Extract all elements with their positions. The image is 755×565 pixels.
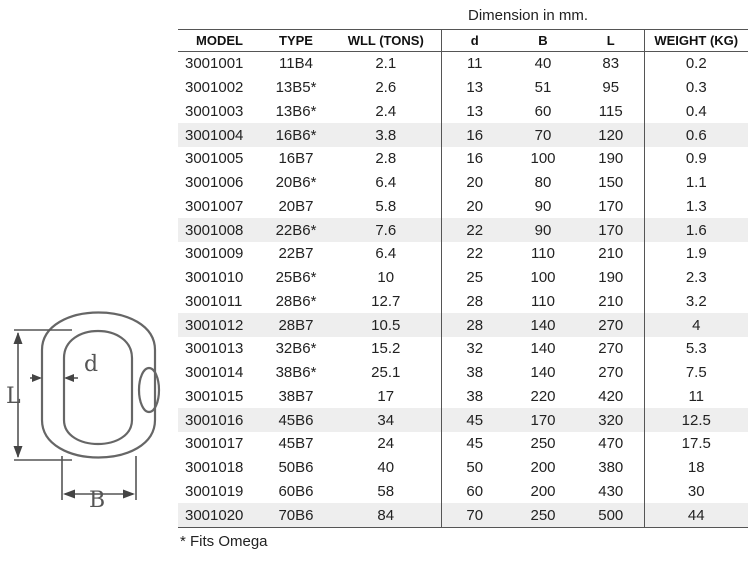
footnote: * Fits Omega: [180, 533, 268, 550]
cell-weight: 1.9: [685, 245, 707, 263]
cell-b: 40: [534, 55, 552, 73]
cell-type: 16B7: [278, 150, 314, 168]
cell-model: 3001006: [185, 174, 244, 192]
cell-wll: 7.6: [331, 218, 441, 242]
cell-weight: 0.3: [685, 79, 707, 97]
cell-l: 210: [578, 242, 644, 266]
table-row: [178, 52, 748, 76]
cell-weight: 18: [687, 459, 705, 477]
cell-weight: 12.5: [644, 408, 748, 432]
cell-model: 3001004: [178, 123, 261, 147]
cell-b: 140: [530, 364, 556, 382]
cell-l: 115: [578, 100, 644, 124]
cell-b: 100: [530, 269, 556, 287]
table-row: [178, 313, 748, 337]
cell-wll: 17: [331, 385, 441, 409]
cell-d: 20: [466, 174, 484, 192]
width-label: B: [89, 488, 106, 513]
table-row: [178, 456, 748, 480]
cell-wll: 3.8: [331, 123, 441, 147]
cell-d: 20: [466, 197, 484, 215]
cell-b: 110: [531, 292, 555, 310]
cell-model: 3001003: [185, 102, 244, 120]
cell-d: 38: [466, 387, 484, 405]
cell-d: 50: [466, 459, 484, 477]
cell-b: 60: [534, 102, 552, 120]
cell-d: 32: [466, 340, 484, 358]
cell-weight: 0.9: [685, 150, 707, 168]
cell-type: 50B6: [278, 459, 314, 477]
cell-type: 25B6*: [275, 269, 317, 287]
cell-weight: 0.4: [685, 102, 707, 120]
cell-model: 3001015: [185, 387, 244, 405]
diameter-arrow-right: [64, 374, 74, 382]
cell-d: 28: [441, 313, 508, 337]
table-body: [178, 52, 748, 528]
cell-wll: 2.6: [331, 76, 441, 100]
cell-l: 320: [578, 408, 644, 432]
cell-wll: 5.8: [331, 195, 441, 219]
cell-wll: 34: [331, 408, 441, 432]
cell-weight: 1.1: [685, 174, 707, 192]
table-header-row: [178, 30, 748, 52]
cell-wll: 2.4: [331, 100, 441, 124]
cell-wll: 25.1: [331, 361, 441, 385]
table-row: [178, 361, 748, 385]
diameter-label: d: [84, 352, 99, 377]
cell-wll: 15.2: [331, 337, 441, 361]
dimension-caption: Dimension in mm.: [468, 7, 589, 24]
cell-model: 3001013: [185, 340, 244, 358]
cell-d: 70: [441, 503, 508, 527]
cell-b: 100: [530, 150, 556, 168]
table-row: [178, 195, 748, 219]
cell-b: 200: [530, 482, 556, 500]
cell-weight: 44: [644, 503, 748, 527]
cell-d: 16: [441, 123, 508, 147]
cell-model: 3001011: [185, 292, 243, 310]
cell-wll: 10.5: [331, 313, 441, 337]
length-label: L: [6, 384, 21, 409]
cell-type: 28B7: [261, 313, 331, 337]
cell-l: 150: [578, 171, 644, 195]
cell-weight: 2.3: [685, 269, 707, 287]
link-inner-outline: [64, 331, 132, 444]
cell-b: 70: [508, 123, 578, 147]
table-row: [178, 480, 748, 504]
header-l: L: [578, 30, 644, 52]
cell-l: 430: [578, 480, 644, 504]
cell-d: 38: [466, 364, 484, 382]
cell-d: 28: [466, 292, 484, 310]
cell-type: 20B7: [278, 197, 314, 215]
width-arrow-right: [123, 490, 135, 499]
cell-type: 16B6*: [261, 123, 331, 147]
cell-b: 140: [530, 340, 556, 358]
specification-table: [178, 29, 748, 528]
table-row: [178, 385, 748, 409]
cell-wll: 6.4: [331, 171, 441, 195]
cell-model: 3001019: [185, 482, 244, 500]
header-type: TYPE: [261, 30, 331, 52]
cell-model: 3001018: [185, 459, 244, 477]
cell-model: 3001001: [185, 55, 244, 73]
cell-model: 3001002: [185, 79, 244, 97]
table-row: [178, 218, 748, 242]
width-arrow-left: [63, 490, 75, 499]
cell-type: 70B6: [261, 503, 331, 527]
table-row: [178, 76, 748, 100]
cell-l: 190: [578, 147, 644, 171]
cell-d: 16: [466, 150, 484, 168]
cell-wll: 24: [331, 432, 441, 456]
cell-type: 28B6*: [275, 292, 317, 310]
header-d: d: [441, 30, 508, 52]
header-model: MODEL: [178, 30, 261, 52]
table-row: [178, 171, 748, 195]
cell-l: 190: [578, 266, 644, 290]
cell-b: 250: [530, 435, 556, 453]
cell-type: 32B6*: [275, 340, 317, 358]
cell-model: 3001016: [178, 408, 261, 432]
cell-l: 270: [578, 313, 644, 337]
table-row: [178, 432, 748, 456]
cell-weight: 17.5: [681, 435, 711, 453]
cell-weight: 3.2: [685, 292, 707, 310]
cell-l: 470: [578, 432, 644, 456]
header-wll: WLL (TONS): [331, 30, 441, 52]
table-row: [178, 242, 748, 266]
cell-weight: 4: [644, 313, 748, 337]
cell-weight: 5.3: [685, 340, 707, 358]
cell-weight: 0.2: [685, 55, 707, 73]
table-row: [178, 123, 748, 147]
cell-l: 170: [578, 195, 644, 219]
cell-type: 45B6: [261, 408, 331, 432]
cell-model: 3001020: [178, 503, 261, 527]
cell-b: 170: [508, 408, 578, 432]
cell-type: 20B6*: [275, 174, 317, 192]
cell-d: 25: [466, 269, 484, 287]
cell-type: 45B7: [278, 435, 314, 453]
cell-wll: 6.4: [331, 242, 441, 266]
cell-l: 380: [578, 456, 644, 480]
cell-weight: 0.6: [644, 123, 748, 147]
cell-b: 51: [534, 79, 552, 97]
cell-wll: 12.7: [331, 290, 441, 314]
cell-type: 22B6*: [261, 218, 331, 242]
cell-b: 200: [530, 459, 556, 477]
master-link-diagram: [0, 0, 175, 565]
cell-b: 90: [534, 197, 552, 215]
cell-d: 13: [466, 102, 484, 120]
cell-l: 270: [578, 337, 644, 361]
cell-type: 22B7: [278, 245, 314, 263]
length-arrow-down: [14, 446, 23, 458]
cell-b: 110: [531, 245, 555, 263]
diameter-arrow-left: [32, 374, 42, 382]
cell-weight: 1.6: [644, 218, 748, 242]
cell-l: 500: [578, 503, 644, 527]
cell-weight: 30: [687, 482, 705, 500]
cell-model: 3001008: [178, 218, 261, 242]
cell-type: 60B6: [278, 482, 314, 500]
cell-model: 3001014: [185, 364, 244, 382]
cell-l: 120: [578, 123, 644, 147]
cell-d: 11: [466, 55, 483, 73]
cell-b: 220: [530, 387, 556, 405]
cell-wll: 40: [331, 456, 441, 480]
cell-wll: 84: [331, 503, 441, 527]
cell-wll: 2.8: [331, 147, 441, 171]
cell-d: 45: [441, 408, 508, 432]
cell-l: 210: [578, 290, 644, 314]
cell-b: 250: [508, 503, 578, 527]
table-row: [178, 266, 748, 290]
cell-type: 13B6*: [275, 102, 317, 120]
cell-d: 60: [466, 482, 484, 500]
cell-model: 3001012: [178, 313, 261, 337]
table-row: [178, 100, 748, 124]
header-b: B: [508, 30, 578, 52]
cell-type: 38B6*: [275, 364, 317, 382]
table-row: [178, 408, 748, 432]
cell-weight: 1.3: [685, 197, 707, 215]
cell-model: 3001017: [185, 435, 244, 453]
cell-b: 140: [508, 313, 578, 337]
cell-model: 3001009: [185, 245, 244, 263]
cell-d: 22: [441, 218, 508, 242]
cell-l: 83: [578, 52, 644, 76]
link-outer-outline: [42, 313, 155, 458]
table-row: [178, 337, 748, 361]
cell-l: 95: [578, 76, 644, 100]
cell-model: 3001010: [185, 269, 244, 287]
cell-wll: 58: [331, 480, 441, 504]
cell-model: 3001005: [185, 150, 244, 168]
cell-d: 45: [466, 435, 484, 453]
cell-weight: 11: [688, 387, 705, 405]
header-weight: WEIGHT (KG): [644, 30, 748, 52]
cell-d: 22: [466, 245, 484, 263]
cell-wll: 10: [331, 266, 441, 290]
cell-weight: 7.5: [685, 364, 707, 382]
cell-d: 13: [466, 79, 484, 97]
cell-model: 3001007: [185, 197, 244, 215]
length-arrow-up: [14, 332, 23, 344]
cell-l: 420: [578, 385, 644, 409]
cell-b: 90: [508, 218, 578, 242]
cell-wll: 2.1: [331, 52, 441, 76]
cell-l: 270: [578, 361, 644, 385]
cell-type: 13B5*: [275, 79, 317, 97]
cell-type: 11B4: [279, 55, 313, 73]
table-row: [178, 290, 748, 314]
table-row: [178, 503, 748, 527]
cell-l: 170: [578, 218, 644, 242]
table-row: [178, 147, 748, 171]
cell-b: 80: [534, 174, 552, 192]
cell-type: 38B7: [278, 387, 314, 405]
